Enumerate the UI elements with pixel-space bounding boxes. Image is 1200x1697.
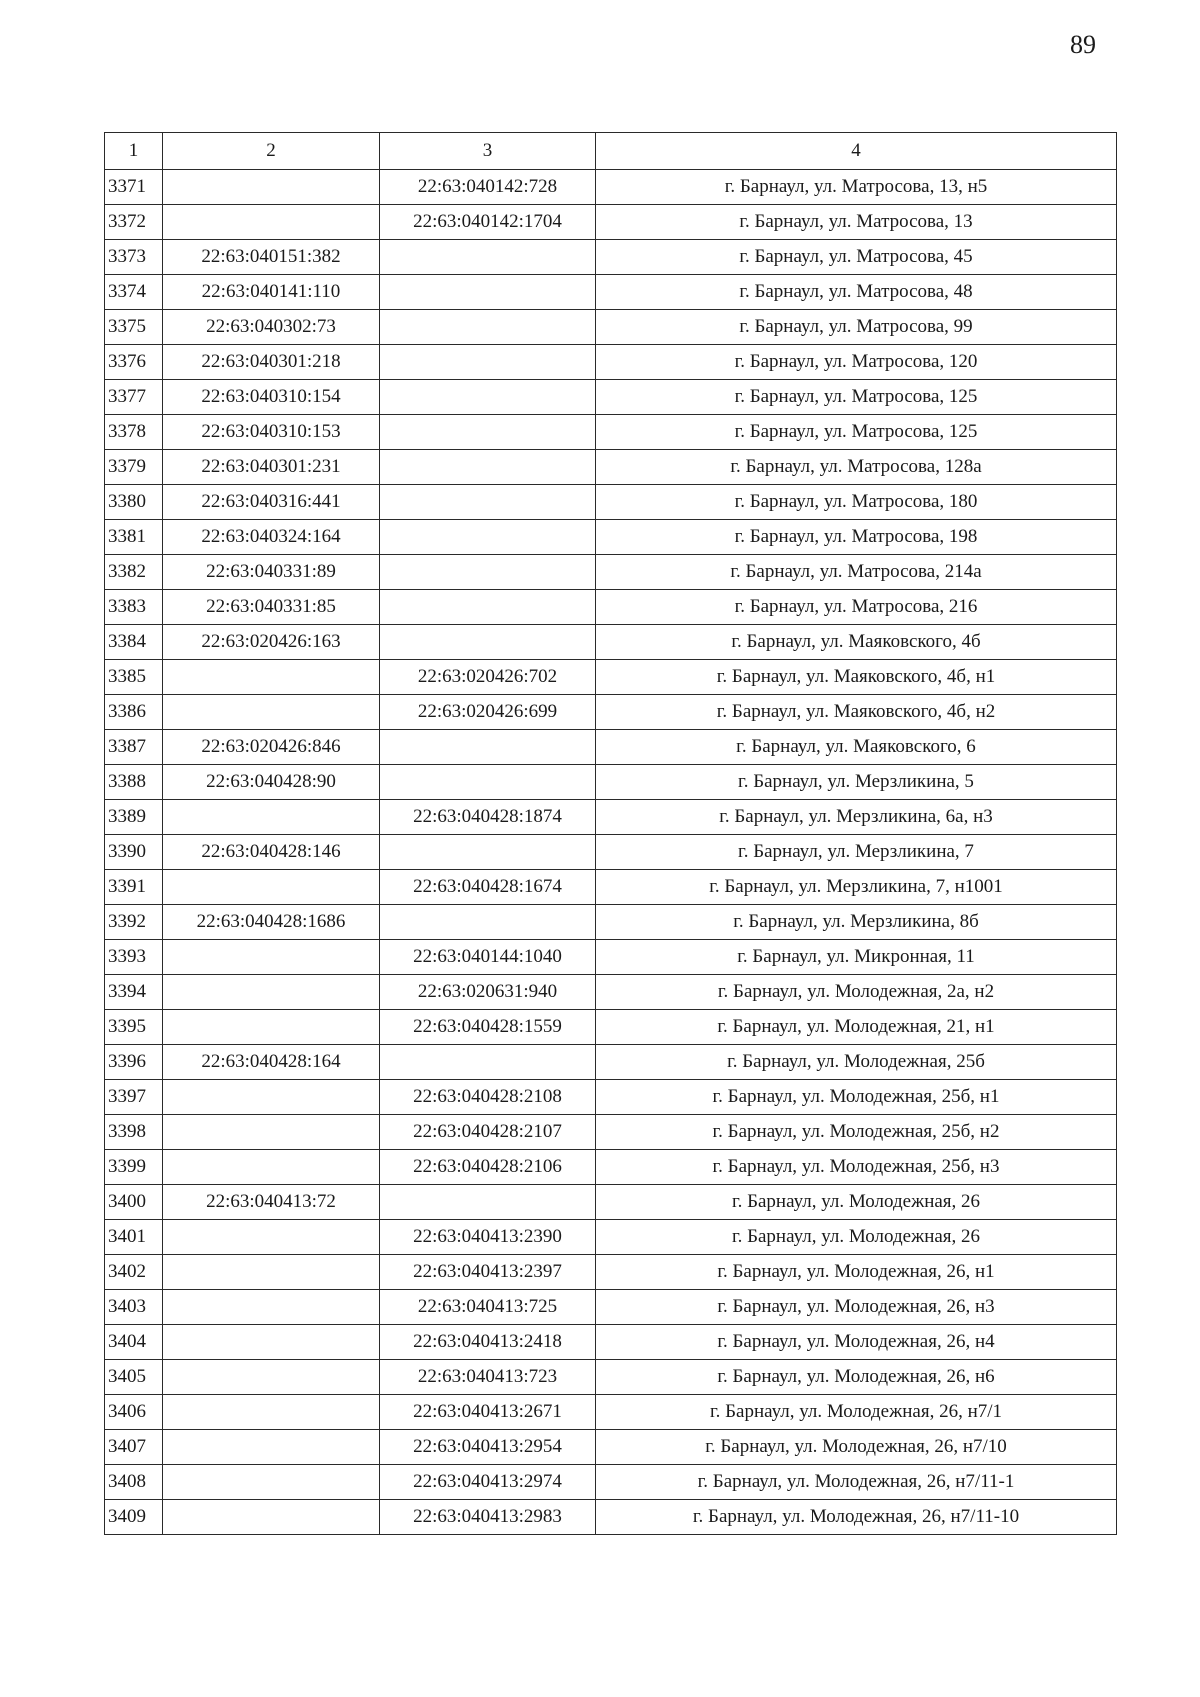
address-cell: г. Барнаул, ул. Матросова, 198: [596, 520, 1117, 555]
land-cadastral-number-cell: 22:63:040324:164: [163, 520, 380, 555]
land-cadastral-number-cell: [163, 660, 380, 695]
address-cell: г. Барнаул, ул. Матросова, 125: [596, 380, 1117, 415]
object-cadastral-number-cell: 22:63:040142:1704: [380, 205, 596, 240]
row-number-cell: 3385: [105, 660, 163, 695]
address-cell: г. Барнаул, ул. Молодежная, 26, н7/11-10: [596, 1500, 1117, 1535]
row-number-cell: 3393: [105, 940, 163, 975]
row-number-cell: 3375: [105, 310, 163, 345]
land-cadastral-number-cell: 22:63:040310:153: [163, 415, 380, 450]
table-row: [105, 800, 1117, 835]
land-cadastral-number-cell: 22:63:040331:89: [163, 555, 380, 590]
table-row: [105, 695, 1117, 730]
address-cell: г. Барнаул, ул. Матросова, 13: [596, 205, 1117, 240]
object-cadastral-number-cell: [380, 450, 596, 485]
land-cadastral-number-cell: [163, 1150, 380, 1185]
land-cadastral-number-cell: 22:63:040428:164: [163, 1045, 380, 1080]
address-cell: г. Барнаул, ул. Матросова, 214а: [596, 555, 1117, 590]
table-row: [105, 1290, 1117, 1325]
table-row: [105, 1150, 1117, 1185]
table-row: [105, 835, 1117, 870]
object-cadastral-number-cell: 22:63:040413:723: [380, 1360, 596, 1395]
table-row: [105, 205, 1117, 240]
land-cadastral-number-cell: 22:63:040331:85: [163, 590, 380, 625]
table-row: [105, 1465, 1117, 1500]
land-cadastral-number-cell: [163, 1500, 380, 1535]
row-number-cell: 3380: [105, 485, 163, 520]
row-number-cell: 3377: [105, 380, 163, 415]
land-cadastral-number-cell: 22:63:040428:146: [163, 835, 380, 870]
table-row: [105, 625, 1117, 660]
table-row: [105, 590, 1117, 625]
row-number-cell: 3391: [105, 870, 163, 905]
object-cadastral-number-cell: 22:63:040413:2397: [380, 1255, 596, 1290]
object-cadastral-number-cell: 22:63:020426:702: [380, 660, 596, 695]
address-cell: г. Барнаул, ул. Микронная, 11: [596, 940, 1117, 975]
row-number-cell: 3390: [105, 835, 163, 870]
object-cadastral-number-cell: 22:63:040428:1874: [380, 800, 596, 835]
table-row: [105, 1395, 1117, 1430]
object-cadastral-number-cell: [380, 415, 596, 450]
row-number-cell: 3406: [105, 1395, 163, 1430]
table-row: [105, 1325, 1117, 1360]
row-number-cell: 3396: [105, 1045, 163, 1080]
table-row: [105, 1115, 1117, 1150]
table-row: [105, 1255, 1117, 1290]
row-number-cell: 3378: [105, 415, 163, 450]
land-cadastral-number-cell: 22:63:040413:72: [163, 1185, 380, 1220]
land-cadastral-number-cell: [163, 1360, 380, 1395]
row-number-cell: 3397: [105, 1080, 163, 1115]
address-cell: г. Барнаул, ул. Молодежная, 26, н3: [596, 1290, 1117, 1325]
object-cadastral-number-cell: [380, 1045, 596, 1080]
column-header-1: 1: [105, 133, 163, 170]
table-header: [105, 133, 1117, 170]
address-cell: г. Барнаул, ул. Мерзликина, 6а, н3: [596, 800, 1117, 835]
table-row: [105, 1185, 1117, 1220]
land-cadastral-number-cell: [163, 1255, 380, 1290]
table-row: [105, 1010, 1117, 1045]
table-row: [105, 380, 1117, 415]
object-cadastral-number-cell: 22:63:040413:725: [380, 1290, 596, 1325]
land-cadastral-number-cell: 22:63:040310:154: [163, 380, 380, 415]
land-cadastral-number-cell: [163, 940, 380, 975]
row-number-cell: 3372: [105, 205, 163, 240]
address-cell: г. Барнаул, ул. Маяковского, 4б, н1: [596, 660, 1117, 695]
object-cadastral-number-cell: [380, 555, 596, 590]
address-cell: г. Барнаул, ул. Маяковского, 6: [596, 730, 1117, 765]
land-cadastral-number-cell: 22:63:040302:73: [163, 310, 380, 345]
object-cadastral-number-cell: 22:63:040428:2107: [380, 1115, 596, 1150]
land-cadastral-number-cell: 22:63:040301:218: [163, 345, 380, 380]
row-number-cell: 3399: [105, 1150, 163, 1185]
land-cadastral-number-cell: 22:63:040316:441: [163, 485, 380, 520]
address-cell: г. Барнаул, ул. Молодежная, 26, н7/11-1: [596, 1465, 1117, 1500]
row-number-cell: 3400: [105, 1185, 163, 1220]
land-cadastral-number-cell: [163, 975, 380, 1010]
address-cell: г. Барнаул, ул. Матросова, 99: [596, 310, 1117, 345]
column-header-4: 4: [596, 133, 1117, 170]
row-number-cell: 3371: [105, 170, 163, 205]
object-cadastral-number-cell: [380, 590, 596, 625]
row-number-cell: 3387: [105, 730, 163, 765]
address-cell: г. Барнаул, ул. Молодежная, 25б, н1: [596, 1080, 1117, 1115]
object-cadastral-number-cell: [380, 1185, 596, 1220]
object-cadastral-number-cell: 22:63:040413:2954: [380, 1430, 596, 1465]
object-cadastral-number-cell: 22:63:040428:1674: [380, 870, 596, 905]
object-cadastral-number-cell: [380, 520, 596, 555]
address-cell: г. Барнаул, ул. Матросова, 120: [596, 345, 1117, 380]
object-cadastral-number-cell: [380, 345, 596, 380]
row-number-cell: 3408: [105, 1465, 163, 1500]
address-cell: г. Барнаул, ул. Молодежная, 26, н6: [596, 1360, 1117, 1395]
address-cell: г. Барнаул, ул. Матросова, 125: [596, 415, 1117, 450]
object-cadastral-number-cell: 22:63:040413:2983: [380, 1500, 596, 1535]
row-number-cell: 3404: [105, 1325, 163, 1360]
table-row: [105, 660, 1117, 695]
table-row: [105, 1360, 1117, 1395]
object-cadastral-number-cell: [380, 765, 596, 800]
object-cadastral-number-cell: [380, 380, 596, 415]
address-cell: г. Барнаул, ул. Маяковского, 4б: [596, 625, 1117, 660]
object-cadastral-number-cell: 22:63:040413:2974: [380, 1465, 596, 1500]
row-number-cell: 3401: [105, 1220, 163, 1255]
land-cadastral-number-cell: 22:63:040141:110: [163, 275, 380, 310]
address-cell: г. Барнаул, ул. Молодежная, 26, н1: [596, 1255, 1117, 1290]
land-cadastral-number-cell: 22:63:040428:90: [163, 765, 380, 800]
land-cadastral-number-cell: [163, 870, 380, 905]
table-row: [105, 310, 1117, 345]
row-number-cell: 3374: [105, 275, 163, 310]
object-cadastral-number-cell: [380, 730, 596, 765]
land-cadastral-number-cell: 22:63:040428:1686: [163, 905, 380, 940]
row-number-cell: 3392: [105, 905, 163, 940]
object-cadastral-number-cell: 22:63:020631:940: [380, 975, 596, 1010]
address-cell: г. Барнаул, ул. Мерзликина, 5: [596, 765, 1117, 800]
address-cell: г. Барнаул, ул. Молодежная, 26, н7/10: [596, 1430, 1117, 1465]
row-number-cell: 3381: [105, 520, 163, 555]
table-row: [105, 1080, 1117, 1115]
table-row: [105, 940, 1117, 975]
row-number-cell: 3405: [105, 1360, 163, 1395]
object-cadastral-number-cell: [380, 240, 596, 275]
address-cell: г. Барнаул, ул. Молодежная, 25б, н2: [596, 1115, 1117, 1150]
object-cadastral-number-cell: 22:63:040428:1559: [380, 1010, 596, 1045]
object-cadastral-number-cell: 22:63:040428:2106: [380, 1150, 596, 1185]
address-cell: г. Барнаул, ул. Молодежная, 25б: [596, 1045, 1117, 1080]
land-cadastral-number-cell: [163, 1010, 380, 1045]
land-cadastral-number-cell: [163, 170, 380, 205]
table-row: [105, 1220, 1117, 1255]
address-cell: г. Барнаул, ул. Молодежная, 26, н4: [596, 1325, 1117, 1360]
table-row: [105, 975, 1117, 1010]
row-number-cell: 3382: [105, 555, 163, 590]
land-cadastral-number-cell: [163, 695, 380, 730]
header-row: [105, 133, 1117, 170]
land-cadastral-number-cell: 22:63:040151:382: [163, 240, 380, 275]
object-cadastral-number-cell: [380, 835, 596, 870]
table-row: [105, 345, 1117, 380]
address-cell: г. Барнаул, ул. Матросова, 180: [596, 485, 1117, 520]
row-number-cell: 3386: [105, 695, 163, 730]
row-number-cell: 3398: [105, 1115, 163, 1150]
table-row: [105, 415, 1117, 450]
address-cell: г. Барнаул, ул. Матросова, 13, н5: [596, 170, 1117, 205]
object-cadastral-number-cell: 22:63:040413:2390: [380, 1220, 596, 1255]
table-row: [105, 275, 1117, 310]
object-cadastral-number-cell: 22:63:040413:2418: [380, 1325, 596, 1360]
address-cell: г. Барнаул, ул. Молодежная, 21, н1: [596, 1010, 1117, 1045]
column-header-3: 3: [380, 133, 596, 170]
row-number-cell: 3379: [105, 450, 163, 485]
land-cadastral-number-cell: [163, 1395, 380, 1430]
object-cadastral-number-cell: [380, 310, 596, 345]
table-row: [105, 170, 1117, 205]
row-number-cell: 3402: [105, 1255, 163, 1290]
table-row: [105, 1045, 1117, 1080]
address-cell: г. Барнаул, ул. Матросова, 48: [596, 275, 1117, 310]
address-cell: г. Барнаул, ул. Матросова, 128а: [596, 450, 1117, 485]
row-number-cell: 3389: [105, 800, 163, 835]
object-cadastral-number-cell: [380, 905, 596, 940]
address-cell: г. Барнаул, ул. Молодежная, 26, н7/1: [596, 1395, 1117, 1430]
object-cadastral-number-cell: [380, 625, 596, 660]
land-cadastral-number-cell: [163, 1465, 380, 1500]
row-number-cell: 3403: [105, 1290, 163, 1325]
object-cadastral-number-cell: [380, 485, 596, 520]
table-row: [105, 555, 1117, 590]
table-row: [105, 240, 1117, 275]
object-cadastral-number-cell: [380, 275, 596, 310]
table-row: [105, 520, 1117, 555]
address-cell: г. Барнаул, ул. Матросова, 216: [596, 590, 1117, 625]
object-cadastral-number-cell: 22:63:040142:728: [380, 170, 596, 205]
address-cell: г. Барнаул, ул. Мерзликина, 7, н1001: [596, 870, 1117, 905]
land-cadastral-number-cell: [163, 1430, 380, 1465]
land-cadastral-number-cell: [163, 1115, 380, 1150]
land-cadastral-number-cell: [163, 1220, 380, 1255]
address-cell: г. Барнаул, ул. Мерзликина, 7: [596, 835, 1117, 870]
address-cell: г. Барнаул, ул. Молодежная, 26: [596, 1220, 1117, 1255]
row-number-cell: 3394: [105, 975, 163, 1010]
table-row: [105, 870, 1117, 905]
row-number-cell: 3409: [105, 1500, 163, 1535]
land-cadastral-number-cell: [163, 205, 380, 240]
address-cell: г. Барнаул, ул. Мерзликина, 8б: [596, 905, 1117, 940]
table-body: [105, 170, 1117, 1535]
object-cadastral-number-cell: 22:63:040428:2108: [380, 1080, 596, 1115]
land-cadastral-number-cell: 22:63:020426:846: [163, 730, 380, 765]
table-row: [105, 765, 1117, 800]
table-row: [105, 450, 1117, 485]
row-number-cell: 3388: [105, 765, 163, 800]
row-number-cell: 3407: [105, 1430, 163, 1465]
table-row: [105, 905, 1117, 940]
address-cell: г. Барнаул, ул. Молодежная, 2а, н2: [596, 975, 1117, 1010]
land-cadastral-number-cell: [163, 1290, 380, 1325]
address-cell: г. Барнаул, ул. Маяковского, 4б, н2: [596, 695, 1117, 730]
land-cadastral-number-cell: [163, 1325, 380, 1360]
address-cell: г. Барнаул, ул. Матросова, 45: [596, 240, 1117, 275]
table-row: [105, 730, 1117, 765]
row-number-cell: 3373: [105, 240, 163, 275]
table-row: [105, 1500, 1117, 1535]
page-number: 89: [1070, 30, 1096, 59]
land-cadastral-number-cell: [163, 800, 380, 835]
row-number-cell: 3384: [105, 625, 163, 660]
land-cadastral-number-cell: [163, 1080, 380, 1115]
property-registry-table: [104, 132, 1117, 1535]
table-row: [105, 1430, 1117, 1465]
land-cadastral-number-cell: 22:63:040301:231: [163, 450, 380, 485]
address-cell: г. Барнаул, ул. Молодежная, 26: [596, 1185, 1117, 1220]
table-row: [105, 485, 1117, 520]
row-number-cell: 3376: [105, 345, 163, 380]
object-cadastral-number-cell: 22:63:020426:699: [380, 695, 596, 730]
column-header-2: 2: [163, 133, 380, 170]
object-cadastral-number-cell: 22:63:040144:1040: [380, 940, 596, 975]
land-cadastral-number-cell: 22:63:020426:163: [163, 625, 380, 660]
object-cadastral-number-cell: 22:63:040413:2671: [380, 1395, 596, 1430]
address-cell: г. Барнаул, ул. Молодежная, 25б, н3: [596, 1150, 1117, 1185]
row-number-cell: 3383: [105, 590, 163, 625]
row-number-cell: 3395: [105, 1010, 163, 1045]
